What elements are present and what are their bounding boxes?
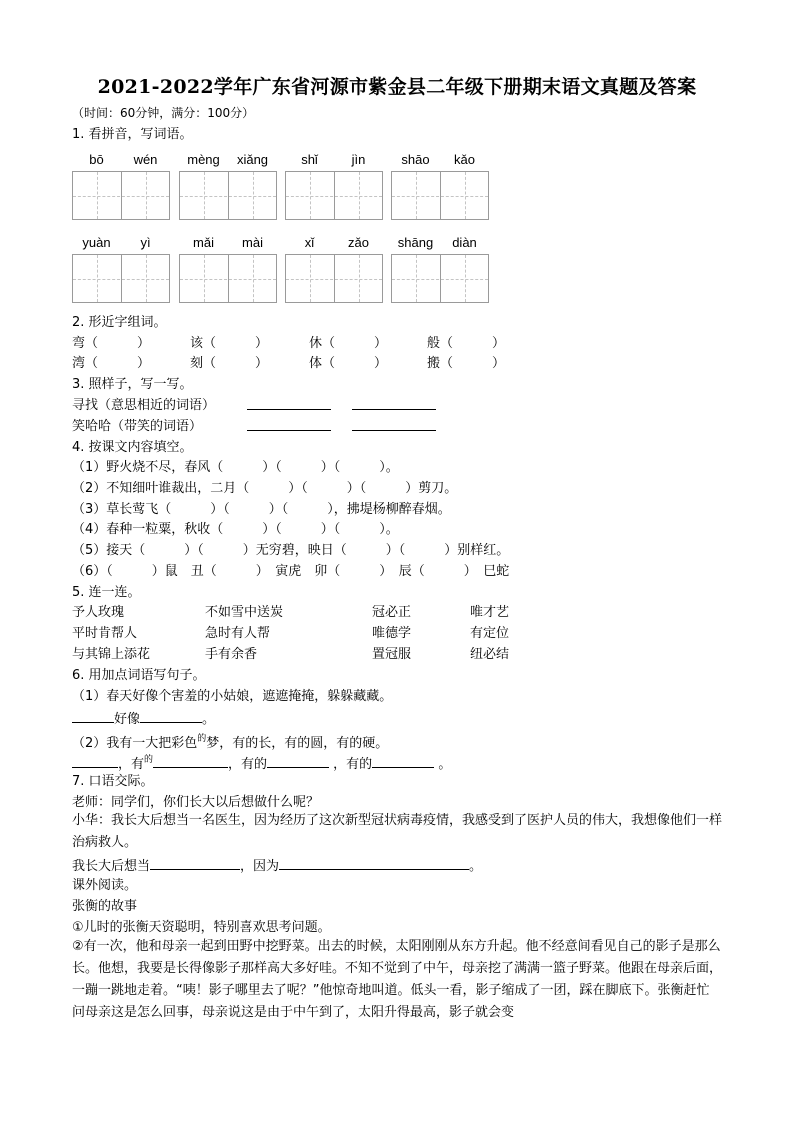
pinyin-label: mài [242,235,263,250]
guide-line [416,172,417,219]
guide-line [97,172,98,219]
pinyin-label: mèng [187,152,220,167]
guide-line [204,255,205,302]
character-writing-box[interactable] [285,254,383,303]
guide-line [180,279,276,280]
guide-line [392,196,488,197]
q7-fill [72,856,482,875]
answer-line[interactable] [72,709,114,723]
pinyin-label: xǐ [304,235,315,250]
q2-item[interactable]: 般（ ） [427,336,506,351]
guide-line [359,255,360,302]
guide-line [253,255,254,302]
reading-heading: 课外阅读。 [72,878,138,893]
guide-line [465,172,466,219]
match-item[interactable]: 急时有人帮 [205,626,271,641]
fill-end: 。 [202,712,216,727]
q3-prompt: 笑哈哈（带笑的词语） [72,419,203,434]
fill-text: ，有的 [329,757,373,772]
guide-line [73,279,169,280]
guide-line [286,279,382,280]
q6-fill-1 [72,709,215,728]
guide-line [310,255,311,302]
pinyin-label: shāo [401,152,430,167]
character-writing-box[interactable] [285,171,383,220]
q4-heading: 4. 按课文内容填空。 [72,440,193,455]
answer-line[interactable] [150,856,240,870]
fill-end: 。 [434,757,452,772]
sentence-part: （2）我有一大把彩色 [72,736,198,751]
pinyin-label: diàn [452,235,477,250]
match-item[interactable]: 有定位 [470,626,510,641]
teacher-line: 老师：同学们，你们长大以后想做什么呢？ [72,795,320,810]
match-item[interactable]: 不如雪中送炭 [205,605,284,620]
match-item[interactable]: 唯德学 [372,626,412,641]
pinyin-label: yì [140,235,151,250]
answer-line[interactable] [247,409,331,410]
pinyin-label: wén [133,152,158,167]
answer-line[interactable] [153,754,228,768]
pinyin-label: mǎi [193,235,214,250]
pinyin-label: shāng [397,235,434,250]
q2-heading: 2. 形近字组词。 [72,315,167,330]
q4-item[interactable]: （6）（ ）鼠 丑（ ） 寅虎 卯（ ） 辰（ ） 巳蛇 [72,564,510,579]
q2-item[interactable]: 休（ ） [309,336,388,351]
q2-item[interactable]: 刻（ ） [190,356,269,371]
match-item[interactable]: 与其锦上添花 [72,647,151,662]
story-title: 张衡的故事 [72,899,138,914]
q2-item[interactable]: 搬（ ） [427,356,506,371]
guide-line [253,172,254,219]
q4-item[interactable]: （5）接天（ ）（ ）无穷碧，映日（ ）（ ）别样红。 [72,543,510,558]
guide-line [416,255,417,302]
match-item[interactable]: 手有余香 [205,647,258,662]
character-writing-box[interactable] [72,254,170,303]
fill-text: 我长大后想当 [72,859,151,874]
story-paragraph-2: ②有一次，他和母亲一起到田野中挖野菜。出去的时候，太阳刚刚从东方升起。他不经意间看见自己的影子是那么长。他想，我要是长得像影子那样高大多好哇。不知不觉到了中午，母亲挖了满满一篮子野菜。他跟在母亲后面，一蹦一跳地走着。“咦！影子哪里去了呢？”他惊奇地叫道。低头一看，影子缩成了一团，踩在脚底下。张衡赶忙问母亲这是怎么回事，母亲说这是由于中午到了，太阳升得最高，影子就会变 [72,939,723,1020]
character-writing-box[interactable] [391,171,489,220]
q2-item[interactable]: 湾（ ） [72,356,151,371]
q6-fill-2 [72,752,451,773]
guide-line [465,255,466,302]
guide-line [392,279,488,280]
answer-line[interactable] [372,754,434,768]
match-item[interactable]: 唯才艺 [470,605,510,620]
q4-item[interactable]: （4）春种一粒粟，秋收（ ）（ ）（ ）。 [72,522,399,537]
q6-heading: 6. 用加点词语写句子。 [72,668,206,683]
xiaohua-line: 小华：我长大后想当一名医生，因为经历了这次新型冠状病毒疫情，我感受到了医护人员的伟大，我想像他们一样治病救人。 [72,813,723,850]
pinyin-label: yuàn [82,235,111,250]
character-writing-box[interactable] [72,171,170,220]
match-item[interactable]: 纽必结 [470,647,510,662]
match-item[interactable]: 冠必正 [372,605,412,620]
fill-end: 。 [469,859,483,874]
fill-text: ，因为 [240,859,280,874]
dot-word: 的 [197,734,207,744]
sentence-part: 梦，有的长，有的圆，有的硬。 [206,736,389,751]
pinyin-label: xiǎng [236,152,269,167]
character-writing-box[interactable] [391,254,489,303]
guide-line [359,172,360,219]
answer-line[interactable] [267,754,329,768]
guide-line [180,196,276,197]
answer-line[interactable] [279,856,469,870]
fill-word: 好像 [114,712,141,727]
q6-sentence-2 [72,731,388,752]
q2-item[interactable]: 弯（ ） [72,336,151,351]
guide-line [204,172,205,219]
exam-info: （时间：60分钟，满分：100分） [72,106,255,120]
q2-item[interactable]: 该（ ） [190,336,269,351]
guide-line [286,196,382,197]
pinyin-label: jìn [351,152,366,167]
guide-line [146,172,147,219]
q7-heading: 7. 口语交际。 [72,774,154,789]
q4-item[interactable]: （3）草长莺飞（ ）（ ）（ ），拂堤杨柳醉春烟。 [72,502,451,517]
q3-heading: 3. 照样子，写一写。 [72,377,193,392]
q5-heading: 5. 连一连。 [72,585,141,600]
character-writing-box[interactable] [179,171,277,220]
answer-line[interactable] [352,409,436,410]
q4-item[interactable]: （1）野火烧不尽，春风（ ）（ ）（ ）。 [72,460,399,475]
match-item[interactable]: 平时肯帮人 [72,626,138,641]
answer-line[interactable] [352,430,436,431]
q2-item[interactable]: 体（ ） [309,356,388,371]
match-item[interactable]: 置冠服 [372,647,412,662]
guide-line [73,196,169,197]
q4-item[interactable]: （2）不知细叶谁裁出，二月（ ）（ ）（ ）剪刀。 [72,481,458,496]
character-writing-box[interactable] [179,254,277,303]
match-item[interactable]: 予人玫瑰 [72,605,125,620]
guide-line [310,172,311,219]
fill-text: ，有 [118,757,145,772]
answer-line[interactable] [140,709,202,723]
answer-line[interactable] [72,754,118,768]
dot-word: 的 [144,755,154,765]
guide-line [97,255,98,302]
story-paragraph-1: ①儿时的张衡天资聪明，特别喜欢思考问题。 [72,920,331,935]
guide-line [146,255,147,302]
pinyin-label: bō [89,152,104,167]
q1-heading: 1. 看拼音，写词语。 [72,127,193,142]
fill-text: ，有的 [228,757,268,772]
page-title: 2021-2022学年广东省河源市紫金县二年级下册期末语文真题及答案 [97,76,697,98]
pinyin-label: shǐ [301,152,318,167]
answer-line[interactable] [247,430,331,431]
pinyin-label: zǎo [348,235,369,250]
q3-prompt: 寻找（意思相近的词语） [72,398,216,413]
q6-sentence-1: （1）春天好像个害羞的小姑娘，遮遮掩掩，躲躲藏藏。 [72,689,393,704]
pinyin-label: kǎo [454,152,475,167]
